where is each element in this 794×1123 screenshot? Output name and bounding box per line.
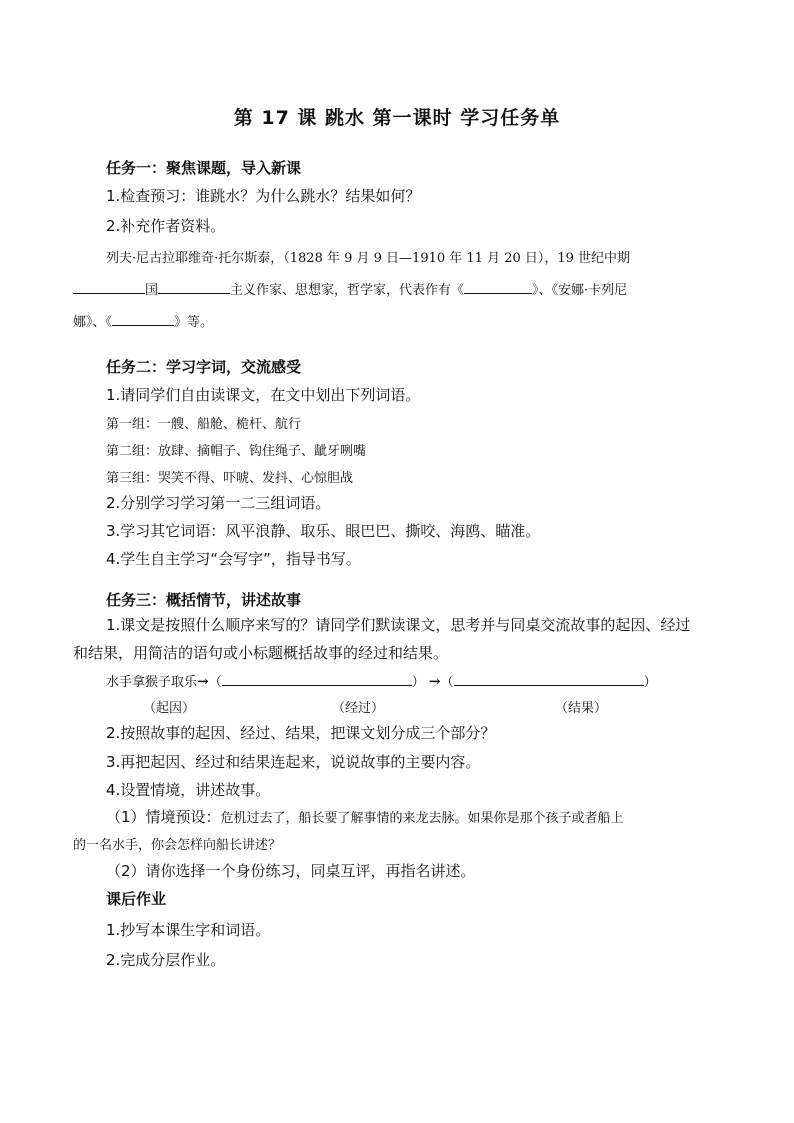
flow-start: 水手拿猴子取乐 (106, 675, 198, 690)
homework-item-2: 2.完成分层作业。 (106, 951, 226, 969)
task2-question-1: 1.请同学们自由读课文，在文中划出下列词语。 (106, 386, 421, 404)
task3-question-1-line2: 和结果，用简洁的语句或小标题概括故事的经过和结果。 (73, 644, 449, 662)
task2-question-3: 3.学习其它词语：风平浪静、取乐、眼巴巴、撕咬、海鸥、瞄准。 (106, 522, 541, 540)
task3-sub-2: （2）请你选择一个身份练习，同桌互评，再指名讲述。 (106, 862, 476, 880)
story-flow (106, 671, 657, 690)
task2-question-2: 2.分别学习学习第一二三组词语。 (106, 494, 331, 512)
author-bio-line2 (73, 279, 627, 298)
scenario-line2: 的一名水手，你会怎样向船长讲述？ (73, 838, 282, 853)
fill-blank-result[interactable] (454, 671, 644, 686)
fill-blank-process[interactable] (222, 671, 412, 686)
bio-line3b: 》等。 (174, 315, 214, 330)
bio-guo: 国 (145, 283, 159, 298)
scenario-line1 (106, 806, 624, 827)
arrow-icon: → (428, 674, 441, 690)
label-cause: （起因） (143, 701, 196, 716)
task1-question-2: 2.补充作者资料。 (106, 217, 226, 235)
paren-close-1: ） (411, 675, 425, 690)
bio-end: 》、《安娜·卡列尼 (532, 283, 628, 298)
arrow-icon: → (197, 674, 209, 690)
fill-blank-country[interactable] (73, 279, 145, 294)
task3-question-2: 2.按照故事的起因、经过、结果，把课文划分成三个部分？ (106, 724, 496, 742)
bio-mid: 主义作家、思想家，哲学家，代表作有《 (230, 283, 465, 298)
word-group-1: 第一组：一艘、船舱、桅杆、航行 (106, 417, 302, 432)
paren-open-2: （ (440, 675, 454, 690)
fill-blank-ism[interactable] (158, 279, 230, 294)
fill-blank-work1[interactable] (464, 279, 532, 294)
label-process: （经过） (332, 701, 385, 716)
word-group-2: 第二组：放肆、摘帽子、钩住绳子、龇牙咧嘴 (106, 444, 367, 459)
homework-item-1: 1.抄写本课生字和词语。 (106, 921, 271, 939)
task2-question-4: 4.学生自主学习“会写字”，指导书写。 (106, 550, 361, 568)
paren-open-1: （ (208, 675, 222, 690)
word-group-3: 第三组：哭笑不得、吓唬、发抖、心惊胆战 (106, 471, 354, 486)
author-bio-line1: 列夫·尼古拉耶维奇·托尔斯泰，（1828 年 9 月 9 日—1910 年 11 月 20 日），19 世纪中期 (106, 251, 631, 266)
homework-heading: 课后作业 (106, 890, 167, 908)
task3-question-1-line1: 1.课文是按照什么顺序来写的？请同学们默读课文，思考并与同桌交流故事的起因、经过 (106, 616, 691, 634)
task1-heading: 任务一：聚焦课题，导入新课 (106, 159, 302, 177)
task1-question-1: 1.检查预习：谁跳水？为什么跳水？结果如何？ (106, 187, 421, 205)
label-result: （结果） (555, 701, 608, 716)
page-title: 第 17 课 跳水 第一课时 学习任务单 (233, 107, 561, 129)
scenario-prefix: （1）情境预设： (106, 808, 221, 826)
fill-blank-work2[interactable] (112, 311, 174, 326)
task3-heading: 任务三：概括情节，讲述故事 (106, 591, 302, 609)
task3-question-3: 3.再把起因、经过和结果连起来，说说故事的主要内容。 (106, 753, 481, 771)
task2-heading: 任务二：学习字词，交流感受 (106, 358, 302, 376)
scenario-text: 危机过去了，船长要了解事情的来龙去脉。如果你是那个孩子或者船上 (220, 811, 624, 826)
bio-line3a: 娜》、《 (73, 315, 113, 330)
task3-question-4: 4.设置情境，讲述故事。 (106, 781, 271, 799)
paren-close-2: ） (643, 675, 657, 690)
author-bio-line3 (73, 311, 213, 330)
